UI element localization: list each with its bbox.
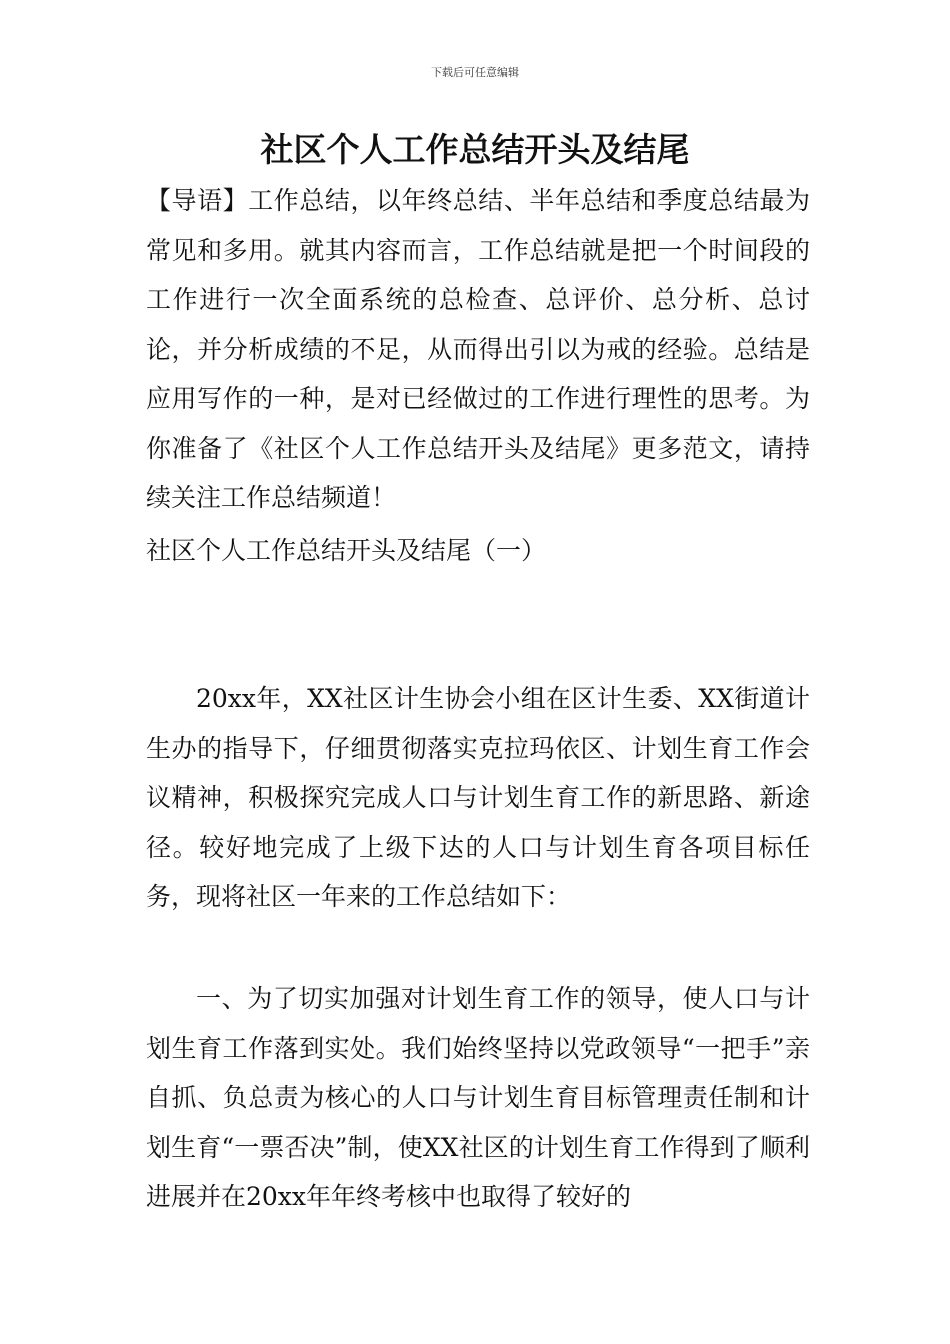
section-title: 社区个人工作总结开头及结尾（一） [146,536,547,565]
body-paragraph: 20xx年，XX社区计生协会小组在区计生委、XX街道计生办的指导下，仔细贯彻落实克拉玛依区、计划生育工作会议精神，积极探究完成人口与计划生育工作的新思路、新途径。较好地完成了上级下达的人口与计划生育各项目标任务，现将社区一年来的工作总结如下： [146,684,810,911]
document-title: 社区个人工作总结开头及结尾 [260,130,690,169]
intro-paragraph: 【导语】工作总结，以年终总结、半年总结和季度总结最为常见和多用。就其内容而言，工作总结就是把一个时间段的工作进行一次全面系统的总检查、总评价、总分析、总讨论，并分析成绩的不足，从而得出引以为戒的经验。总结是应用写作的一种，是对已经做过的工作进行理性的思考。为你准备了《社区个人工作总结开头及结尾》更多范文，请持续关注工作总结频道！ [146,186,810,512]
header-note: 下载后可任意编辑 [431,66,519,79]
body-paragraph: 一、为了切实加强对计划生育工作的领导，使人口与计划生育工作落到实处。我们始终坚持以党政领导“一把手”亲自抓、负总责为核心的人口与计划生育目标管理责任制和计划生育“一票否决”制，使XX社区的计划生育工作得到了顺利进展并在20xx年年终考核中也取得了较好的 [146,984,810,1211]
